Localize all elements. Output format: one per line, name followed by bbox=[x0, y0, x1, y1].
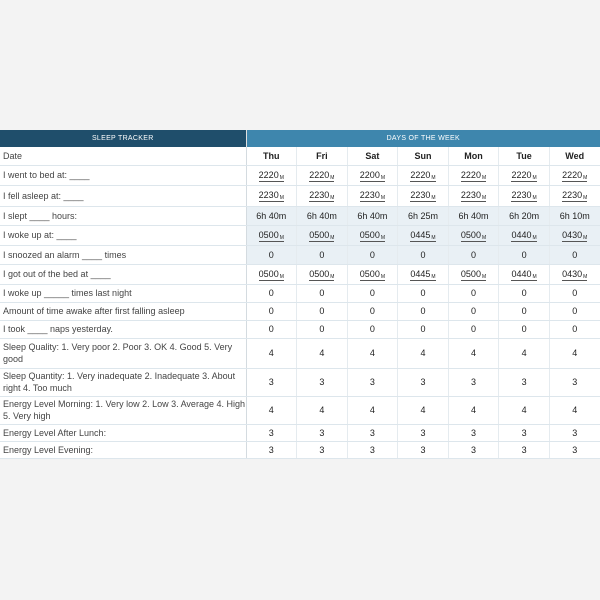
time-suffix: M bbox=[279, 234, 284, 241]
underline bbox=[410, 201, 435, 202]
value-cell: 0 bbox=[549, 245, 600, 264]
underline bbox=[360, 280, 385, 281]
underline bbox=[562, 181, 587, 182]
sleep-tracker-header: SLEEP TRACKER bbox=[0, 130, 246, 147]
value-cell: 4 bbox=[246, 396, 297, 424]
value-cell: 0 bbox=[499, 320, 550, 338]
row-label: I took ____ naps yesterday. bbox=[0, 320, 246, 338]
time-number: 2220 bbox=[258, 169, 279, 180]
value-cell: 4 bbox=[499, 396, 550, 424]
header-row bbox=[0, 130, 600, 147]
time-suffix: M bbox=[431, 174, 436, 181]
underline bbox=[511, 280, 536, 281]
row-label: I got out of the bed at ____ bbox=[0, 264, 246, 284]
time-cell bbox=[499, 264, 550, 284]
time-number: 2220 bbox=[309, 169, 330, 180]
time-value bbox=[410, 269, 435, 280]
value-cell: 0 bbox=[398, 284, 449, 302]
time-suffix: M bbox=[481, 195, 487, 201]
time-cell bbox=[549, 165, 600, 185]
time-suffix: M bbox=[583, 273, 588, 280]
time-number: 0440 bbox=[511, 268, 532, 279]
day-header: Sat bbox=[347, 147, 398, 165]
value-cell: 0 bbox=[347, 302, 398, 320]
time-suffix: M bbox=[380, 234, 385, 241]
time-cell bbox=[549, 225, 600, 245]
underline bbox=[461, 280, 486, 281]
time-number: 2230 bbox=[258, 190, 279, 200]
value-cell: 3 bbox=[398, 441, 449, 458]
value-cell: 6h 40m bbox=[246, 206, 297, 225]
time-number: 0500 bbox=[359, 268, 380, 279]
row-label: Sleep Quality: 1. Very poor 2. Poor 3. OK 4. Good 5. Very good bbox=[0, 338, 246, 368]
time-number: 0500 bbox=[359, 229, 380, 240]
time-cell bbox=[448, 185, 499, 206]
sleep-tracker-table bbox=[0, 130, 600, 459]
value-cell: 0 bbox=[499, 245, 550, 264]
time-number: 0440 bbox=[511, 229, 532, 240]
row-label: Amount of time awake after first falling asleep bbox=[0, 302, 246, 320]
value-cell: 0 bbox=[499, 302, 550, 320]
time-value bbox=[360, 170, 385, 181]
time-value bbox=[360, 269, 385, 280]
value-cell: 3 bbox=[499, 424, 550, 441]
value-cell: 0 bbox=[297, 320, 348, 338]
table-row bbox=[0, 225, 600, 245]
time-cell bbox=[347, 185, 398, 206]
sleep-tracker-sheet bbox=[0, 130, 600, 459]
time-suffix: M bbox=[481, 174, 487, 181]
time-suffix: M bbox=[532, 195, 537, 201]
time-suffix: M bbox=[279, 195, 284, 201]
time-cell bbox=[448, 264, 499, 284]
time-suffix: M bbox=[279, 174, 284, 181]
time-value bbox=[259, 170, 284, 181]
time-value bbox=[461, 269, 486, 280]
table-row bbox=[0, 185, 600, 206]
underline bbox=[410, 280, 435, 281]
time-number: 2230 bbox=[511, 190, 532, 200]
time-number: 0500 bbox=[309, 229, 330, 240]
time-value bbox=[461, 230, 486, 241]
time-suffix: M bbox=[431, 273, 436, 280]
days-of-week-header: DAYS OF THE WEEK bbox=[246, 130, 600, 147]
time-value bbox=[511, 269, 536, 280]
value-cell: 6h 40m bbox=[347, 206, 398, 225]
value-cell: 3 bbox=[347, 368, 398, 396]
time-value bbox=[461, 170, 486, 181]
table-row bbox=[0, 396, 600, 424]
time-cell bbox=[549, 185, 600, 206]
time-number: 2230 bbox=[410, 190, 431, 200]
time-number: 2220 bbox=[511, 169, 532, 180]
time-value bbox=[511, 190, 536, 201]
table-row bbox=[0, 165, 600, 185]
underline bbox=[410, 181, 435, 182]
value-cell: 0 bbox=[448, 320, 499, 338]
underline bbox=[410, 241, 435, 242]
value-cell: 4 bbox=[398, 396, 449, 424]
time-value bbox=[562, 269, 587, 280]
time-number: 0500 bbox=[460, 229, 481, 240]
time-value bbox=[410, 230, 435, 241]
time-value bbox=[562, 170, 587, 181]
time-suffix: M bbox=[481, 234, 487, 241]
value-cell: 6h 20m bbox=[499, 206, 550, 225]
value-cell: 0 bbox=[297, 284, 348, 302]
value-cell: 3 bbox=[549, 424, 600, 441]
value-cell: 0 bbox=[246, 284, 297, 302]
time-value bbox=[309, 190, 334, 201]
underline bbox=[511, 241, 536, 242]
time-cell bbox=[297, 264, 348, 284]
time-number: 2230 bbox=[359, 190, 380, 200]
time-cell bbox=[398, 185, 449, 206]
time-cell bbox=[499, 165, 550, 185]
value-cell: 3 bbox=[246, 368, 297, 396]
table-row bbox=[0, 302, 600, 320]
value-cell: 3 bbox=[347, 441, 398, 458]
value-cell: 3 bbox=[499, 368, 550, 396]
time-value bbox=[360, 230, 385, 241]
value-cell: 3 bbox=[398, 368, 449, 396]
value-cell: 3 bbox=[246, 424, 297, 441]
value-cell: 4 bbox=[549, 338, 600, 368]
time-value bbox=[562, 190, 587, 201]
time-suffix: M bbox=[532, 174, 537, 181]
value-cell: 6h 25m bbox=[398, 206, 449, 225]
table-row bbox=[0, 320, 600, 338]
time-suffix: M bbox=[431, 234, 436, 241]
value-cell: 3 bbox=[398, 424, 449, 441]
time-cell bbox=[246, 225, 297, 245]
row-label: Sleep Quantity: 1. Very inadequate 2. Inadequate 3. About right 4. Too much bbox=[0, 368, 246, 396]
time-suffix: M bbox=[481, 273, 487, 280]
time-number: 0500 bbox=[258, 229, 279, 240]
time-cell bbox=[246, 185, 297, 206]
day-header: Mon bbox=[448, 147, 499, 165]
underline bbox=[511, 181, 536, 182]
value-cell: 0 bbox=[549, 320, 600, 338]
time-cell bbox=[398, 264, 449, 284]
underline bbox=[461, 201, 486, 202]
time-value bbox=[410, 190, 435, 201]
row-label: Energy Level Evening: bbox=[0, 441, 246, 458]
row-label: I slept ____ hours: bbox=[0, 206, 246, 225]
time-number: 0445 bbox=[410, 268, 431, 279]
time-suffix: M bbox=[330, 174, 335, 181]
underline bbox=[259, 201, 284, 202]
time-value bbox=[309, 269, 334, 280]
value-cell: 0 bbox=[448, 302, 499, 320]
time-cell bbox=[246, 264, 297, 284]
day-header: Tue bbox=[499, 147, 550, 165]
underline bbox=[309, 280, 334, 281]
value-cell: 0 bbox=[499, 284, 550, 302]
time-number: 2200 bbox=[359, 169, 380, 180]
time-suffix: M bbox=[380, 174, 385, 181]
tracker-body bbox=[0, 147, 600, 458]
time-suffix: M bbox=[583, 174, 588, 181]
value-cell: 0 bbox=[347, 320, 398, 338]
underline bbox=[259, 280, 284, 281]
time-cell bbox=[347, 225, 398, 245]
time-cell bbox=[398, 225, 449, 245]
time-suffix: M bbox=[532, 273, 537, 280]
day-header: Sun bbox=[398, 147, 449, 165]
value-cell: 0 bbox=[448, 245, 499, 264]
underline bbox=[360, 201, 385, 202]
underline bbox=[562, 280, 587, 281]
time-value bbox=[410, 170, 435, 181]
time-number: 0430 bbox=[562, 229, 583, 240]
time-number: 2230 bbox=[460, 190, 481, 200]
time-number: 0500 bbox=[309, 268, 330, 279]
time-value bbox=[562, 230, 587, 241]
value-cell: 3 bbox=[297, 368, 348, 396]
value-cell: 0 bbox=[347, 245, 398, 264]
table-row bbox=[0, 424, 600, 441]
value-cell: 4 bbox=[448, 338, 499, 368]
value-cell: 4 bbox=[499, 338, 550, 368]
table-row bbox=[0, 264, 600, 284]
row-label: I woke up _____ times last night bbox=[0, 284, 246, 302]
time-suffix: M bbox=[330, 273, 335, 280]
time-value bbox=[259, 269, 284, 280]
time-number: 2220 bbox=[410, 169, 431, 180]
underline bbox=[511, 201, 536, 202]
time-suffix: M bbox=[583, 195, 588, 201]
time-cell bbox=[297, 225, 348, 245]
underline bbox=[309, 201, 334, 202]
time-value bbox=[309, 230, 334, 241]
value-cell: 0 bbox=[246, 245, 297, 264]
value-cell: 4 bbox=[297, 396, 348, 424]
row-label: Energy Level After Lunch: bbox=[0, 424, 246, 441]
value-cell: 6h 10m bbox=[549, 206, 600, 225]
value-cell: 0 bbox=[398, 245, 449, 264]
value-cell: 0 bbox=[246, 320, 297, 338]
underline bbox=[461, 241, 486, 242]
underline bbox=[360, 241, 385, 242]
value-cell: 6h 40m bbox=[448, 206, 499, 225]
row-label: Energy Level Morning: 1. Very low 2. Low 3. Average 4. High 5. Very high bbox=[0, 396, 246, 424]
time-suffix: M bbox=[380, 195, 385, 201]
value-cell: 4 bbox=[448, 396, 499, 424]
time-cell bbox=[347, 165, 398, 185]
time-value bbox=[511, 170, 536, 181]
table-row bbox=[0, 206, 600, 225]
underline bbox=[259, 181, 284, 182]
table-row bbox=[0, 441, 600, 458]
time-value bbox=[259, 230, 284, 241]
day-header: Fri bbox=[297, 147, 348, 165]
table-row bbox=[0, 284, 600, 302]
time-cell bbox=[297, 165, 348, 185]
table-row bbox=[0, 368, 600, 396]
time-cell bbox=[297, 185, 348, 206]
value-cell: 3 bbox=[448, 424, 499, 441]
time-suffix: M bbox=[583, 234, 588, 241]
value-cell: 4 bbox=[398, 338, 449, 368]
row-label: I woke up at: ____ bbox=[0, 225, 246, 245]
time-value bbox=[360, 190, 385, 201]
value-cell: 3 bbox=[297, 424, 348, 441]
value-cell: 3 bbox=[549, 441, 600, 458]
value-cell: 3 bbox=[549, 368, 600, 396]
underline bbox=[562, 201, 587, 202]
value-cell: 3 bbox=[246, 441, 297, 458]
time-number: 2220 bbox=[460, 169, 481, 180]
value-cell: 3 bbox=[448, 441, 499, 458]
value-cell: 6h 40m bbox=[297, 206, 348, 225]
value-cell: 0 bbox=[448, 284, 499, 302]
row-label: Date bbox=[0, 147, 246, 165]
time-cell bbox=[549, 264, 600, 284]
value-cell: 4 bbox=[347, 396, 398, 424]
value-cell: 4 bbox=[549, 396, 600, 424]
value-cell: 3 bbox=[499, 441, 550, 458]
value-cell: 0 bbox=[246, 302, 297, 320]
time-suffix: M bbox=[532, 234, 537, 241]
time-number: 0500 bbox=[258, 268, 279, 279]
underline bbox=[309, 181, 334, 182]
time-value bbox=[461, 190, 486, 201]
time-value bbox=[309, 170, 334, 181]
value-cell: 3 bbox=[347, 424, 398, 441]
value-cell: 0 bbox=[549, 302, 600, 320]
row-label: I fell asleep at: ____ bbox=[0, 185, 246, 206]
time-number: 0430 bbox=[562, 268, 583, 279]
time-suffix: M bbox=[330, 234, 335, 241]
time-number: 2220 bbox=[562, 169, 583, 180]
underline bbox=[259, 241, 284, 242]
value-cell: 4 bbox=[347, 338, 398, 368]
value-cell: 0 bbox=[549, 284, 600, 302]
time-cell bbox=[448, 165, 499, 185]
time-cell bbox=[499, 185, 550, 206]
day-header: Thu bbox=[246, 147, 297, 165]
time-suffix: M bbox=[330, 195, 335, 201]
time-suffix: M bbox=[431, 195, 436, 201]
value-cell: 0 bbox=[297, 245, 348, 264]
value-cell: 3 bbox=[297, 441, 348, 458]
value-cell: 3 bbox=[448, 368, 499, 396]
value-cell: 4 bbox=[297, 338, 348, 368]
table-row bbox=[0, 338, 600, 368]
time-cell bbox=[398, 165, 449, 185]
underline bbox=[461, 181, 486, 182]
underline bbox=[360, 181, 385, 182]
value-cell: 0 bbox=[297, 302, 348, 320]
value-cell: 0 bbox=[398, 302, 449, 320]
row-label: I snoozed an alarm ____ times bbox=[0, 245, 246, 264]
time-suffix: M bbox=[279, 273, 284, 280]
value-cell: 0 bbox=[347, 284, 398, 302]
row-label: I went to bed at: ____ bbox=[0, 165, 246, 185]
day-header: Wed bbox=[549, 147, 600, 165]
value-cell: 0 bbox=[398, 320, 449, 338]
table-row bbox=[0, 245, 600, 264]
time-cell bbox=[246, 165, 297, 185]
time-suffix: M bbox=[380, 273, 385, 280]
underline bbox=[562, 241, 587, 242]
time-number: 0445 bbox=[410, 229, 431, 240]
table-row bbox=[0, 147, 600, 165]
underline bbox=[309, 241, 334, 242]
time-value bbox=[511, 230, 536, 241]
time-cell bbox=[448, 225, 499, 245]
time-number: 2230 bbox=[562, 190, 583, 200]
time-number: 2230 bbox=[309, 190, 330, 200]
value-cell: 4 bbox=[246, 338, 297, 368]
time-number: 0500 bbox=[460, 268, 481, 279]
time-cell bbox=[499, 225, 550, 245]
time-value bbox=[259, 190, 284, 201]
time-cell bbox=[347, 264, 398, 284]
